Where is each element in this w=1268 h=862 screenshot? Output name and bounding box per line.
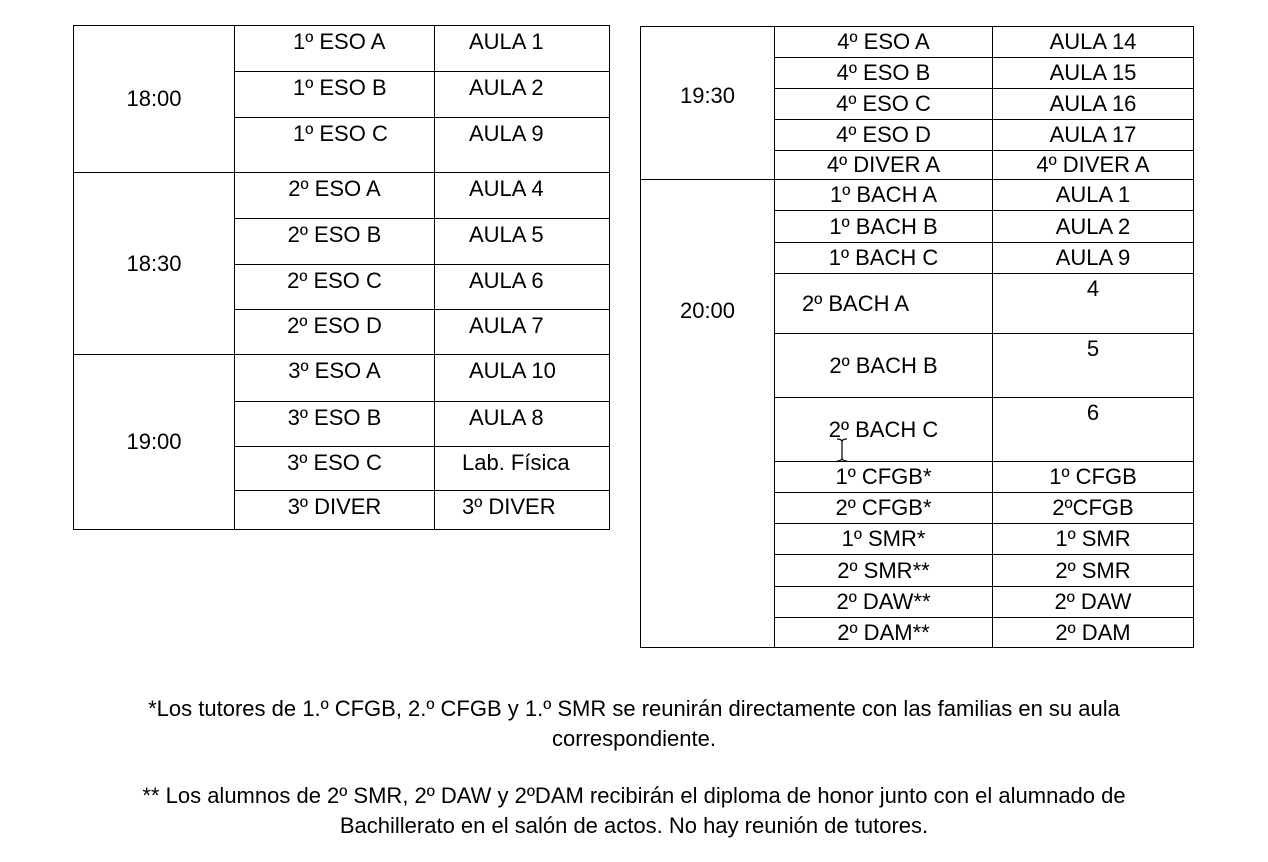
group-cell: 3º ESO C xyxy=(235,447,435,491)
room-cell: 1º CFGB xyxy=(993,462,1194,493)
time-cell: 18:00 xyxy=(74,26,235,173)
room-cell: AULA 14 xyxy=(993,27,1194,58)
note-tutors xyxy=(30,694,1238,754)
group-cell: 3º ESO A xyxy=(235,355,435,402)
room-cell: AULA 8 xyxy=(435,402,610,447)
time-cell: 19:00 xyxy=(74,355,235,530)
time-cell: 19:30 xyxy=(641,27,775,180)
group-cell: 2º ESO D xyxy=(235,310,435,355)
room-cell: AULA 10 xyxy=(435,355,610,402)
group-cell: 1º BACH B xyxy=(775,211,993,243)
group-cell: 1º BACH A xyxy=(775,180,993,211)
room-cell: AULA 2 xyxy=(435,72,610,118)
room-cell: AULA 1 xyxy=(435,26,610,72)
room-cell: 6 xyxy=(993,398,1194,462)
note-tutors-line2: correspondiente. xyxy=(552,726,716,751)
room-cell: AULA 6 xyxy=(435,265,610,310)
group-cell: 1º ESO C xyxy=(235,118,435,173)
room-cell: AULA 5 xyxy=(435,219,610,265)
group-cell: 1º ESO A xyxy=(235,26,435,72)
group-cell: 2º DAW** xyxy=(775,587,993,618)
room-cell: 5 xyxy=(993,334,1194,398)
room-cell: AULA 1 xyxy=(993,180,1194,211)
group-cell: 4º ESO B xyxy=(775,58,993,89)
group-cell: 3º ESO B xyxy=(235,402,435,447)
schedule-table-left xyxy=(73,25,610,530)
room-cell: 1º SMR xyxy=(993,524,1194,555)
room-cell: 2º DAM xyxy=(993,618,1194,648)
group-cell: 2º BACH C xyxy=(775,398,993,462)
room-cell: AULA 15 xyxy=(993,58,1194,89)
group-cell: 2º BACH B xyxy=(775,334,993,398)
room-cell: 2º DAW xyxy=(993,587,1194,618)
time-cell: 18:30 xyxy=(74,173,235,355)
group-cell: 2º ESO B xyxy=(235,219,435,265)
group-cell: 1º ESO B xyxy=(235,72,435,118)
room-cell: AULA 4 xyxy=(435,173,610,219)
group-cell: 4º DIVER A xyxy=(775,151,993,180)
room-cell: 3º DIVER xyxy=(435,491,610,530)
room-cell: AULA 2 xyxy=(993,211,1194,243)
room-cell: AULA 16 xyxy=(993,89,1194,120)
group-cell: 3º DIVER xyxy=(235,491,435,530)
time-cell: 20:00 xyxy=(641,180,775,648)
text-cursor-icon xyxy=(836,438,848,462)
note-diploma-line2: Bachillerato en el salón de actos. No hay reunión de tutores. xyxy=(339,813,929,838)
note-diploma xyxy=(30,781,1238,841)
room-cell: AULA 9 xyxy=(993,243,1194,274)
group-cell: 2º DAM** xyxy=(775,618,993,648)
note-diploma-line1: ** Los alumnos de 2º SMR, 2º DAW y 2ºDAM recibirán el diploma de honor junto con el alumnado de xyxy=(142,783,1126,808)
group-cell: 2º BACH A xyxy=(775,274,993,334)
schedule-table-right xyxy=(640,26,1194,648)
group-cell: 2º SMR** xyxy=(775,555,993,587)
room-cell: 2ºCFGB xyxy=(993,493,1194,524)
group-cell: 2º ESO A xyxy=(235,173,435,219)
room-cell: Lab. Física xyxy=(435,447,610,491)
group-cell: 2º CFGB* xyxy=(775,493,993,524)
group-cell: 1º BACH C xyxy=(775,243,993,274)
room-cell: AULA 17 xyxy=(993,120,1194,151)
group-cell: 2º ESO C xyxy=(235,265,435,310)
group-cell: 4º ESO D xyxy=(775,120,993,151)
group-cell: 4º ESO A xyxy=(775,27,993,58)
room-cell: AULA 7 xyxy=(435,310,610,355)
group-cell: 1º SMR* xyxy=(775,524,993,555)
room-cell: 4º DIVER A xyxy=(993,151,1194,180)
group-cell: 4º ESO C xyxy=(775,89,993,120)
note-tutors-line1: *Los tutores de 1.º CFGB, 2.º CFGB y 1.º SMR se reunirán directamente con las familias en su aula xyxy=(148,696,1120,721)
room-cell: 2º SMR xyxy=(993,555,1194,587)
room-cell: 4 xyxy=(993,274,1194,334)
group-cell: 1º CFGB* xyxy=(775,462,993,493)
room-cell: AULA 9 xyxy=(435,118,610,173)
